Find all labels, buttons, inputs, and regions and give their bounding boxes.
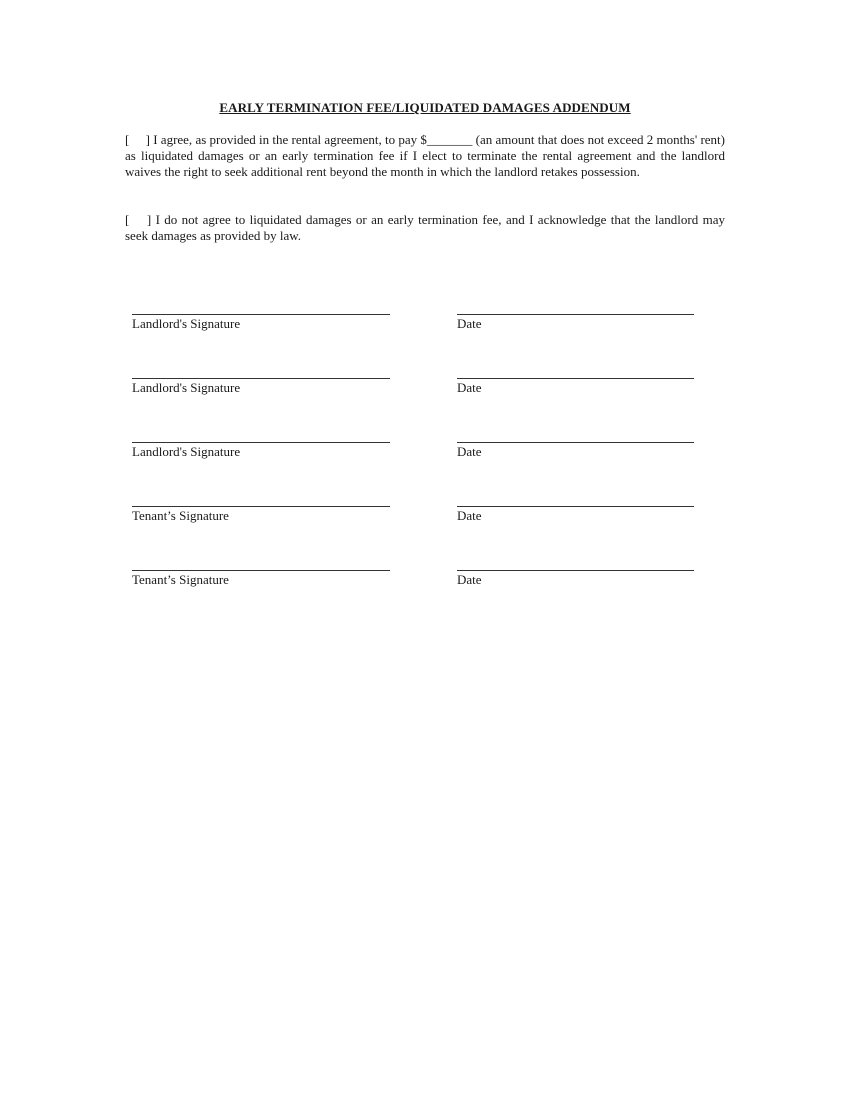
signature-row bbox=[0, 556, 850, 596]
signature-block bbox=[132, 492, 390, 524]
signature-line[interactable] bbox=[132, 364, 390, 379]
agree-checkbox[interactable]: [ ] bbox=[125, 132, 150, 147]
signature-label: Landlord's Signature bbox=[132, 444, 241, 459]
signature-label: Landlord's Signature bbox=[132, 316, 241, 331]
document-title: EARLY TERMINATION FEE/LIQUIDATED DAMAGES ADDENDUM bbox=[219, 100, 631, 115]
signature-block bbox=[132, 556, 390, 588]
date-block bbox=[457, 300, 694, 332]
agree-text: I agree, as provided in the rental agreement, to pay $_______ (an amount that does not exceed 2 months' rent) as liquidated damages or an early termination fee if I elect to terminate the rental agreement and the landlord waives the right to seek additional rent beyond the month in which the landlord retakes possession. bbox=[125, 132, 725, 179]
date-label: Date bbox=[457, 444, 482, 459]
date-block bbox=[457, 556, 694, 588]
signature-label: Landlord's Signature bbox=[132, 380, 241, 395]
signature-line[interactable] bbox=[132, 300, 390, 315]
signature-label: Tenant’s Signature bbox=[132, 508, 229, 523]
date-line[interactable] bbox=[457, 300, 694, 315]
date-label: Date bbox=[457, 508, 482, 523]
date-label: Date bbox=[457, 380, 482, 395]
date-line[interactable] bbox=[457, 364, 694, 379]
signature-block bbox=[132, 364, 390, 396]
signature-row bbox=[0, 300, 850, 340]
option-agree-paragraph bbox=[125, 132, 725, 180]
date-line[interactable] bbox=[457, 428, 694, 443]
disagree-checkbox[interactable]: [ ] bbox=[125, 212, 152, 227]
signature-row bbox=[0, 492, 850, 532]
date-line[interactable] bbox=[457, 556, 694, 571]
signature-block bbox=[132, 428, 390, 460]
date-label: Date bbox=[457, 572, 482, 587]
signature-line[interactable] bbox=[132, 428, 390, 443]
date-line[interactable] bbox=[457, 492, 694, 507]
date-label: Date bbox=[457, 316, 482, 331]
date-block bbox=[457, 428, 694, 460]
signature-row bbox=[0, 364, 850, 404]
date-block bbox=[457, 364, 694, 396]
signature-row bbox=[0, 428, 850, 468]
signature-line[interactable] bbox=[132, 492, 390, 507]
date-block bbox=[457, 492, 694, 524]
signature-block bbox=[132, 300, 390, 332]
signature-label: Tenant’s Signature bbox=[132, 572, 229, 587]
signature-line[interactable] bbox=[132, 556, 390, 571]
option-disagree-paragraph bbox=[125, 212, 725, 244]
disagree-text: I do not agree to liquidated damages or an early termination fee, and I acknowledge that the landlord may seek damages as provided by law. bbox=[125, 212, 725, 243]
